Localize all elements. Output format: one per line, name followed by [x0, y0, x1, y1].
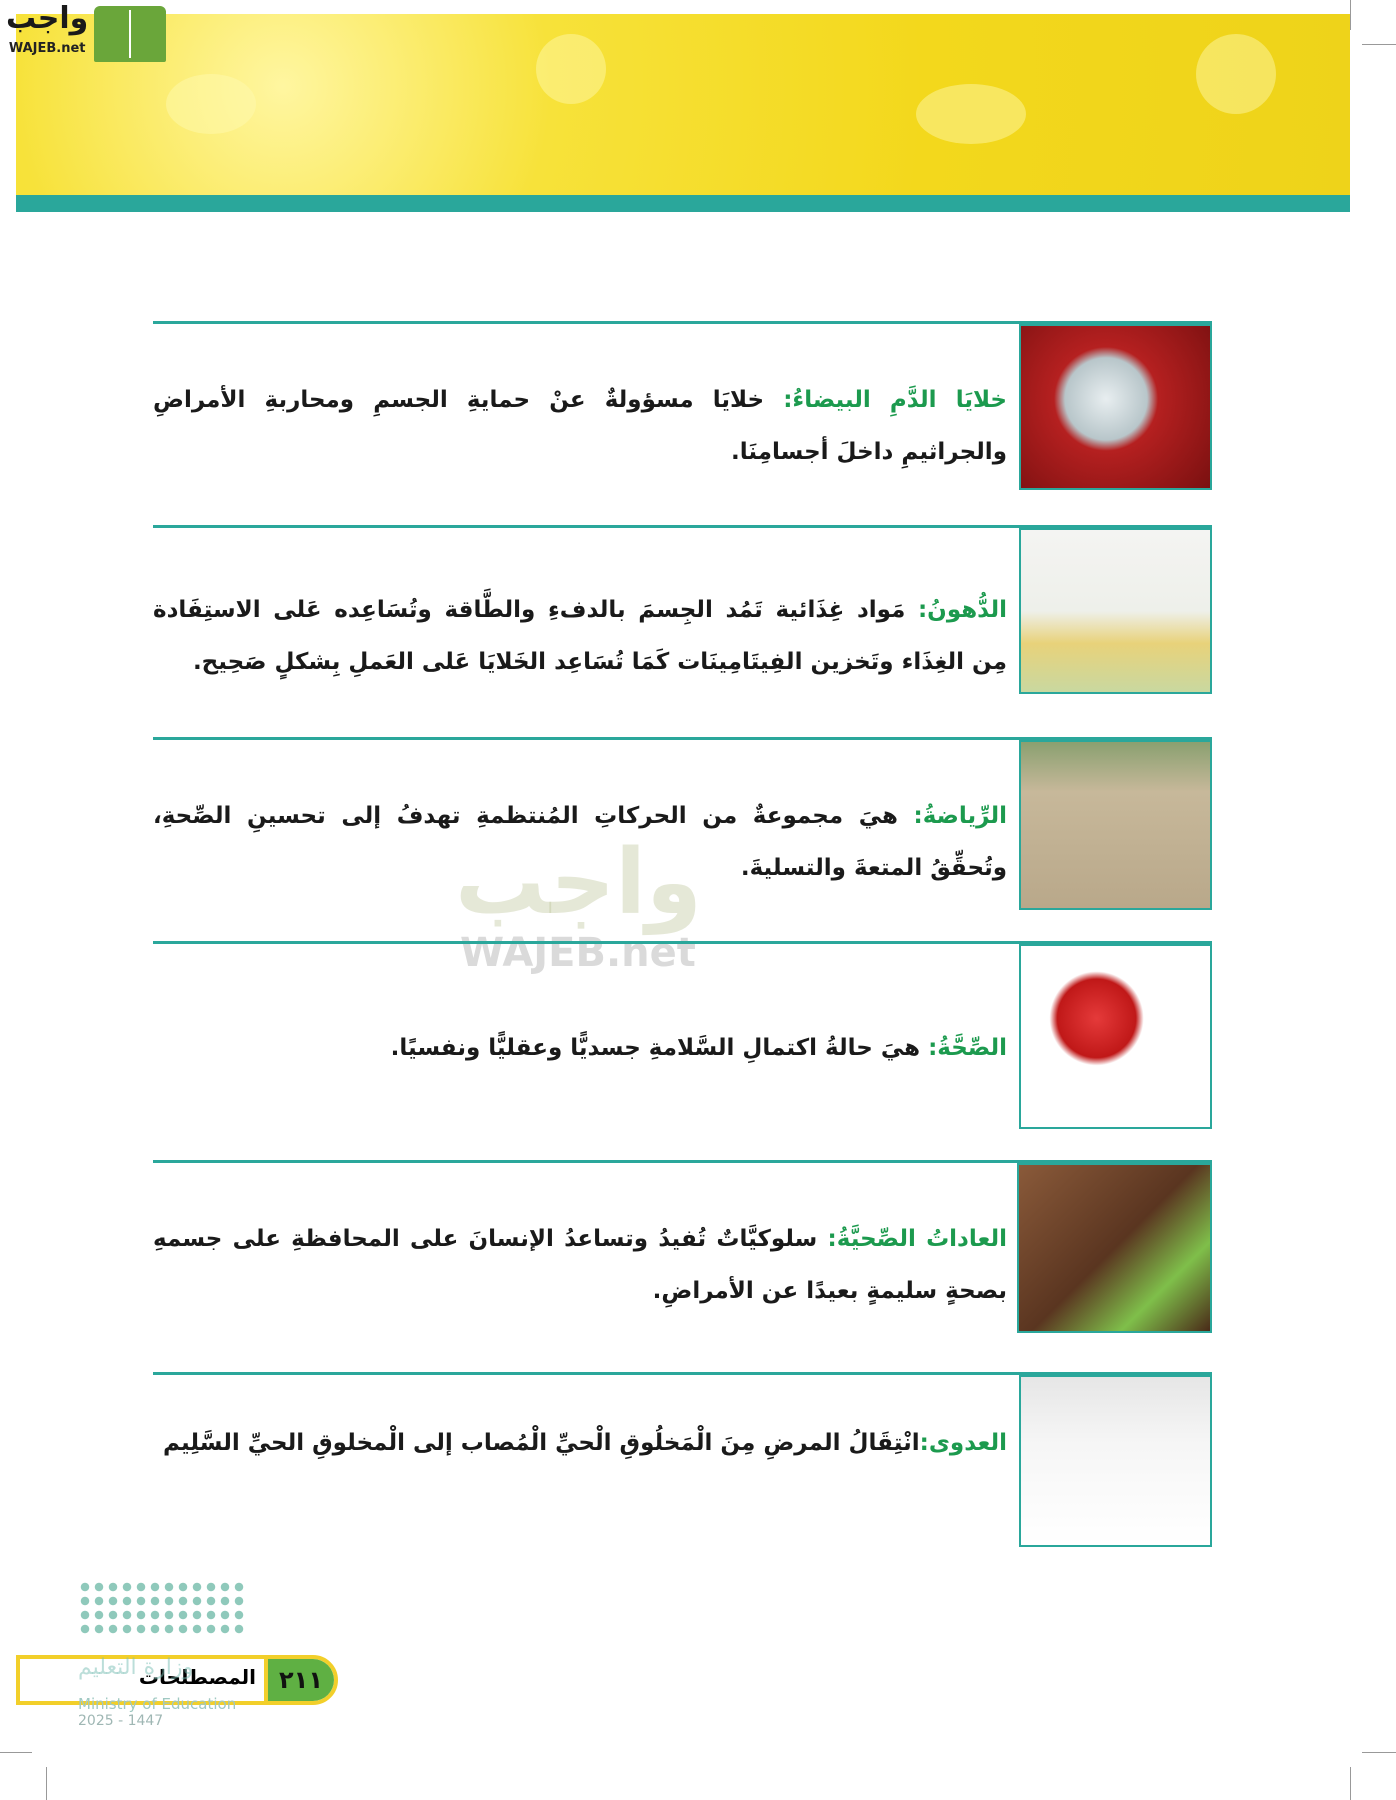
- term-row-fats: الدُّهونُ: مَواد غِذَائية تَمُد الجِسمَ بالدفءِ والطَّاقة وتُسَاعِده عَلى الاستِفَادة مِن الغِذَاء وتَخزين الفِيتَامِينَات كَمَا تُسَاعِد الخَلايَا عَلى العَملِ بِشكلٍ صَحِيح.: [153, 525, 1212, 691]
- ministry-logo-dots: [78, 1580, 248, 1635]
- header-band: [16, 195, 1350, 212]
- sick-boys-image: [1019, 1375, 1212, 1547]
- term-row-healthy-habits: العاداتُ الصِّحيَّةُ: سلوكيَّاتٌ تُفيدُ وتساعدُ الإنسانَ على المحافظةِ على جسمهِ بصحةٍ سليمةٍ بعيدًا عن الأمراضِ.: [153, 1160, 1212, 1326]
- watermark: واجب: [455, 830, 702, 935]
- page-footer-badge: المصطلحات ٢١١ وزارة التعليم: [16, 1655, 338, 1705]
- term-row-white-blood-cells: خلايَا الدَّمِ البيضاءُ: خلايَا مسؤولةٌ عنْ حمايةِ الجسمِ ومحاربةِ الأمراضِ والجراثيمِ داخلَ أجسامِنَا.: [153, 321, 1212, 487]
- watermark-latin: WAJEB.net: [460, 930, 696, 976]
- header-banner: [16, 14, 1350, 195]
- page-number: ٢١١: [264, 1659, 334, 1701]
- book-icon: [94, 6, 166, 62]
- white-blood-cell-image: [1019, 324, 1212, 490]
- heart-stethoscope-image: [1019, 944, 1212, 1129]
- term-row-infection: العدوى:انْتِقَالُ المرضِ مِنَ الْمَخلُوقِ الْحيِّ الْمُصاب إلى الْمخلوقِ الحيِّ السَّلِيم: [153, 1372, 1212, 1538]
- fats-image: [1019, 528, 1212, 694]
- term-row-health: الصِّحَّةُ: هيَ حالةُ اكتمالِ السَّلامةِ جسديًّا وعقليًّا ونفسيًا.: [153, 941, 1212, 1107]
- healthy-habits-image: [1017, 1163, 1212, 1333]
- walking-person-image: [1019, 740, 1212, 910]
- wajeb-logo: واجب WAJEB.net: [6, 4, 166, 64]
- term-row-sport: الرِّياضةُ: هيَ مجموعةٌ من الحركاتِ المُنتظمةِ تهدفُ إلى تحسينِ الصِّحةِ، وتُحقِّقُ المتعةَ والتسليةَ.: [153, 737, 1212, 903]
